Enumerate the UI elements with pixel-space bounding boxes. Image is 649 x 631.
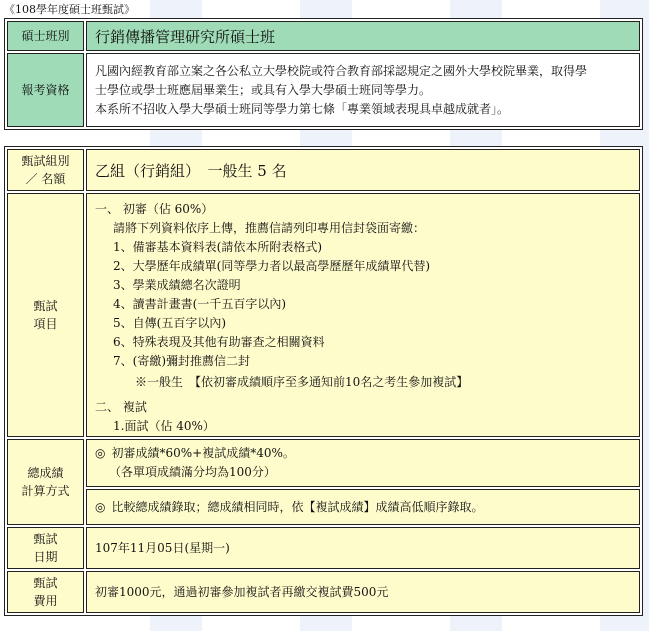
qualification-label: 報考資格 <box>7 53 84 127</box>
items-label: 甄試 項目 <box>7 193 84 437</box>
list-item: 5、自傳(五百字以內) <box>113 316 226 330</box>
list-item: 2、大學歷年成績單(同等學力者以最高學歷歷年成績單代替) <box>113 259 431 273</box>
list-item: 1、備審基本資料表(請依本所附表格式) <box>113 240 322 254</box>
group-label: 甄試組別 ／ 名額 <box>7 149 84 191</box>
exam-date: 107年11月05日(星期一) <box>86 527 640 569</box>
list-item: 3、學業成績總名次證明 <box>113 278 241 292</box>
list-item: 7、(寄繳)彌封推薦信二封 <box>113 354 250 368</box>
general-student-note: ※一般生 【依初審成績順序至多通知前10名之考生參加複試】 <box>135 375 469 389</box>
list-item: 6、特殊表現及其他有助審查之相關資料 <box>113 335 325 349</box>
qualification-line: 凡國內經教育部立案之各公私立大學校院或符合教育部採認規定之國外大學校院畢業，取得學 <box>95 63 588 78</box>
qualification-line: 本系所不招收入學大學碩士班同等學力第七條「專業領域表現具卓越成就者」。 <box>95 101 510 116</box>
qualification-line: 士學位或學士班應屆畢業生；或具有入學大學碩士班同等學力。 <box>95 82 432 97</box>
program-table <box>4 18 643 130</box>
group-value: 乙組（行銷組） 一般生 5 名 <box>86 149 640 191</box>
score-formula-cell <box>86 439 640 487</box>
bullet-icon: ◎ <box>95 446 106 460</box>
class-label: 碩士班別 <box>7 21 84 51</box>
page-title: 《108學年度碩士班甄試》 <box>4 3 135 16</box>
class-value: 行銷傳播管理研究所碩士班 <box>86 21 640 51</box>
score-rule-cell <box>86 489 640 525</box>
exam-table <box>4 146 643 616</box>
stage-initial-review: 一、 初審（佔 60%） <box>95 202 214 216</box>
score-label: 總成績 計算方式 <box>7 439 84 525</box>
stage-retest: 二、 複試 <box>95 400 147 414</box>
fee-label: 甄試 費用 <box>7 571 84 613</box>
score-note: （各單項成績滿分均為100分） <box>109 465 276 479</box>
bullet-icon: ◎ <box>95 499 106 514</box>
upload-instruction: 請將下列資料依序上傳，推薦信請列印專用信封袋面寄繳： <box>113 221 426 235</box>
list-item: 4、讀書計畫書(一千五百字以內) <box>113 297 286 311</box>
date-label: 甄試 日期 <box>7 527 84 569</box>
exam-fee: 初審1000元，通過初審參加複試者再繳交複試費500元 <box>86 571 640 613</box>
document-list <box>87 238 639 371</box>
score-rule: 比較總成績錄取；總成績相同時，依【複試成績】成績高低順序錄取。 <box>111 499 484 514</box>
interview-item: 1.面試（佔 40%） <box>113 419 215 433</box>
qualification-text <box>86 53 640 127</box>
score-formula: 初審成績*60%+複試成績*40%。 <box>111 446 295 460</box>
items-content <box>86 193 640 437</box>
